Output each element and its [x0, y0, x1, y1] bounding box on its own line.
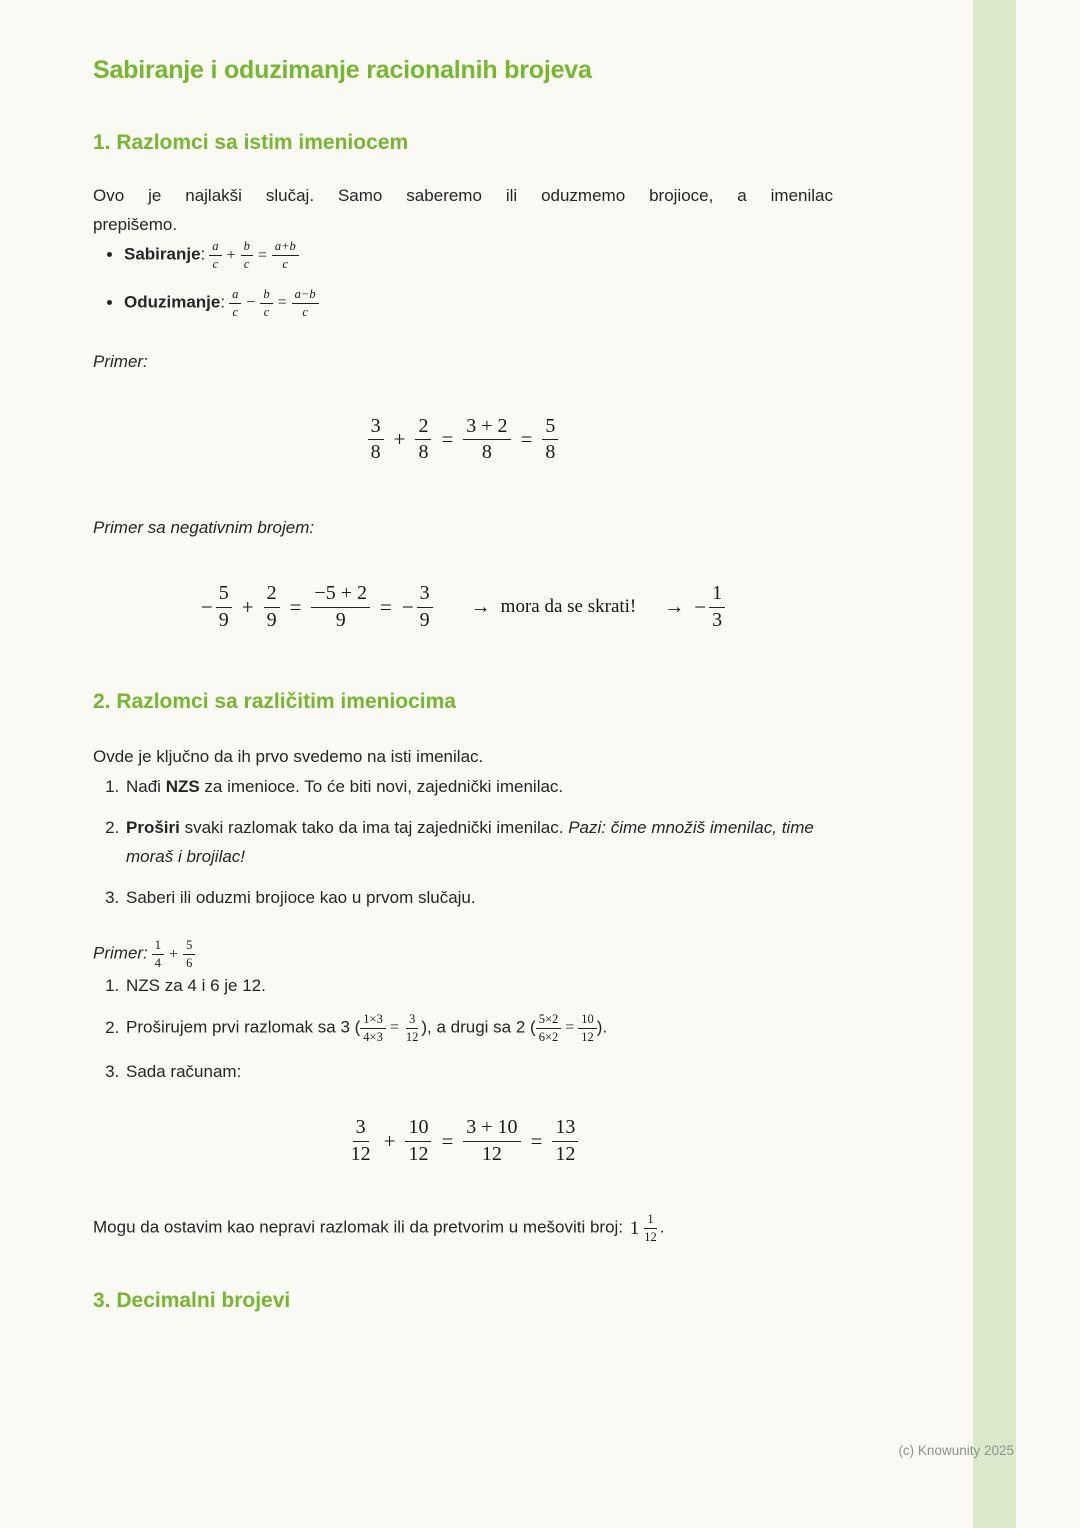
signed-fraction: [694, 582, 725, 632]
fraction-denominator: c: [282, 257, 289, 272]
step-item: [124, 1012, 833, 1045]
prosiri-term: Proširi: [126, 817, 180, 837]
fraction-denominator: 6×2: [538, 1029, 559, 1044]
colon: :: [220, 292, 226, 312]
fraction-denominator: 8: [418, 441, 429, 464]
section-2-heading: 2. Razlomci sa različitim imeniocima: [93, 690, 456, 714]
fraction-denominator: 3: [712, 608, 723, 631]
fraction-numerator: a: [209, 239, 221, 256]
fraction-denominator: c: [232, 304, 238, 319]
formula-oduzimanje: [229, 287, 319, 320]
fraction-numerator: 3 + 10: [463, 1116, 520, 1142]
primer-label: Primer:: [93, 352, 148, 372]
fraction-numerator: 2: [415, 415, 431, 441]
fraction-denominator: 8: [481, 441, 492, 464]
equals-operator: =: [530, 1128, 543, 1153]
fraction-denominator: 12: [350, 1142, 371, 1165]
fraction: [417, 582, 433, 632]
equals-operator: =: [289, 594, 302, 619]
fraction-numerator: 3: [406, 1012, 418, 1029]
step-text: NZS za 4 i 6 je 12.: [126, 975, 266, 995]
signed-fraction: [201, 582, 232, 632]
rule-label: Sabiranje: [124, 245, 201, 265]
fraction: [241, 239, 253, 272]
fraction-numerator: 5×2: [536, 1012, 562, 1029]
minus-operator: −: [246, 294, 256, 312]
fraction: [229, 287, 241, 320]
fraction-numerator: 5: [216, 582, 232, 608]
equals-operator: =: [441, 427, 454, 452]
fraction-denominator: 9: [335, 608, 346, 631]
formula-primer: [152, 938, 196, 971]
fraction-numerator: 1: [152, 938, 164, 955]
expansion-formula-2: [536, 1012, 597, 1045]
fraction: [209, 239, 221, 272]
step-text: Proširujem prvi razlomak sa 3 (: [126, 1017, 361, 1037]
fraction-numerator: 1: [709, 582, 725, 608]
fraction-denominator: c: [243, 257, 250, 272]
fraction: [183, 938, 195, 971]
equals-operator: =: [257, 246, 267, 264]
fraction-denominator: 12: [408, 1142, 429, 1165]
fraction: [552, 1116, 578, 1166]
mixed-whole: 1: [629, 1217, 640, 1239]
fraction-numerator: b: [260, 287, 272, 304]
step-item: [124, 883, 833, 912]
fraction-numerator: b: [241, 239, 253, 256]
example-equation-3: [93, 1116, 833, 1166]
intro-line-2: prepišemo.: [93, 215, 178, 235]
arrow-right-icon: →: [664, 595, 685, 618]
fraction-denominator: 9: [218, 608, 229, 631]
nzs-term: NZS: [165, 776, 200, 796]
fraction: [536, 1012, 562, 1045]
step-text: za imenioce. To će biti novi, zajednički imenilac.: [199, 776, 564, 796]
fraction-numerator: 5: [542, 415, 558, 441]
reduce-note: mora da se skrati!: [500, 596, 637, 618]
minus-sign: −: [694, 594, 707, 619]
step-item: [124, 971, 833, 1000]
fraction-denominator: c: [263, 304, 270, 319]
step-text: ), a drugi sa 2 (: [421, 1017, 536, 1037]
intro-line-1: Ovo je najlakši slučaj. Samo saberemo ili oduzmemo brojioce, a imenilac: [93, 186, 833, 205]
fraction-denominator: 6: [186, 956, 193, 971]
fraction-numerator: 3: [353, 1116, 369, 1142]
fraction-numerator: a: [229, 287, 241, 304]
fraction-denominator: 9: [419, 608, 430, 631]
right-accent-stripe: [973, 0, 1016, 1528]
rule-label: Oduzimanje: [124, 292, 221, 312]
step-item: [124, 1057, 833, 1086]
fraction-denominator: 12: [481, 1142, 502, 1165]
fraction: [463, 415, 510, 465]
primer-label: Primer:: [93, 944, 148, 964]
fraction-denominator: 8: [545, 441, 556, 464]
fraction-numerator: 3: [368, 415, 384, 441]
fraction-denominator: 4: [154, 956, 162, 971]
colon: :: [200, 245, 206, 265]
mixed-number: [630, 1212, 660, 1245]
example-equation-2: [93, 582, 833, 632]
step-text: svaki razlomak tako da ima taj zajednički imenilac.: [179, 817, 569, 837]
plus-operator: +: [393, 427, 406, 452]
watermark: (c) Knowunity 2025: [898, 1443, 1014, 1458]
page-title: Sabiranje i oduzimanje racionalnih brojeva: [93, 56, 592, 84]
fraction: [260, 287, 272, 320]
primer-2-line: [93, 938, 833, 971]
fraction: [292, 287, 319, 320]
period: .: [659, 1217, 665, 1237]
fraction-denominator: 9: [266, 608, 277, 631]
fraction: [403, 1012, 422, 1045]
fraction: [463, 1116, 520, 1166]
fraction: [348, 1116, 374, 1166]
fraction-denominator: c: [302, 304, 308, 319]
fraction: [264, 582, 280, 632]
list-item-sabiranje: [124, 239, 833, 272]
equals-operator: =: [441, 1128, 454, 1153]
plus-operator: +: [226, 246, 236, 264]
fraction-denominator: 12: [555, 1142, 576, 1165]
fraction-denominator: 8: [370, 441, 381, 464]
fraction: [578, 1012, 597, 1045]
warning-text: Pazi: čime množiš imenilac, time moraš i brojilac!: [126, 817, 814, 867]
fraction: [405, 1116, 431, 1166]
step-item: [124, 772, 833, 801]
minus-sign: −: [200, 594, 213, 619]
fraction-numerator: a−b: [292, 287, 319, 304]
fraction-numerator: 3: [417, 582, 433, 608]
fraction-numerator: 10: [405, 1116, 431, 1142]
fraction: [641, 1212, 660, 1245]
formula-sabiranje: [209, 239, 299, 272]
plus-operator: +: [241, 594, 254, 619]
step-text: Sada računam:: [126, 1061, 242, 1081]
document-content: [93, 56, 833, 1313]
equals-operator: =: [520, 427, 533, 452]
rules-list: [93, 239, 833, 319]
fraction-numerator: 13: [552, 1116, 578, 1142]
fraction-denominator: 12: [581, 1029, 594, 1044]
fraction-denominator: 12: [405, 1029, 419, 1044]
equals-operator: =: [379, 594, 392, 619]
fraction: [152, 938, 164, 971]
closing-paragraph: [93, 1212, 833, 1245]
primer-negative-label: Primer sa negativnim brojem:: [93, 517, 315, 537]
fraction: [368, 415, 384, 465]
fraction-numerator: −5 + 2: [311, 582, 370, 608]
step-text: Saberi ili oduzmi brojioce kao u prvom slučaju.: [126, 888, 476, 908]
section-3-heading: 3. Decimalni brojevi: [93, 1288, 291, 1312]
example-equation-1: [93, 415, 833, 465]
fraction-numerator: 5: [183, 938, 195, 955]
fraction: [415, 415, 431, 465]
minus-sign: −: [401, 594, 414, 619]
section-1-intro: [93, 181, 833, 239]
signed-fraction: [402, 582, 433, 632]
closing-text: Mogu da ostavim kao nepravi razlomak ili da pretvorim u mešoviti broj:: [93, 1217, 628, 1237]
fraction: [709, 582, 725, 632]
fraction-denominator: 12: [644, 1229, 657, 1244]
fraction: [311, 582, 370, 632]
fraction-numerator: 2: [264, 582, 280, 608]
fraction-numerator: 3 + 2: [463, 415, 510, 441]
fraction-numerator: a+b: [272, 239, 299, 256]
section-1-heading: 1. Razlomci sa istim imeniocem: [93, 131, 409, 154]
fraction-numerator: 1: [644, 1212, 656, 1229]
fraction: [272, 239, 299, 272]
fraction: [360, 1012, 386, 1045]
equals-operator: =: [389, 1019, 399, 1037]
step-item: [124, 813, 833, 871]
step-text: Nađi: [126, 776, 166, 796]
solution-steps-list: [93, 971, 833, 1086]
step-text: ).: [596, 1017, 608, 1037]
arrow-right-icon: →: [470, 595, 491, 618]
plus-operator: +: [169, 945, 179, 963]
section-2-intro: Ovde je ključno da ih prvo svedemo na isti imenilac.: [93, 747, 484, 767]
equals-operator: =: [565, 1019, 575, 1037]
fraction-denominator: c: [212, 257, 219, 272]
list-item-oduzimanje: [124, 287, 833, 320]
steps-list: [93, 772, 833, 913]
fraction: [216, 582, 232, 632]
fraction-denominator: 4×3: [363, 1029, 383, 1044]
fraction-numerator: 1×3: [360, 1012, 386, 1029]
fraction: [542, 415, 558, 465]
plus-operator: +: [383, 1128, 396, 1153]
equals-operator: =: [277, 294, 287, 312]
expansion-formula-1: [360, 1012, 421, 1045]
fraction-numerator: 10: [578, 1012, 597, 1029]
